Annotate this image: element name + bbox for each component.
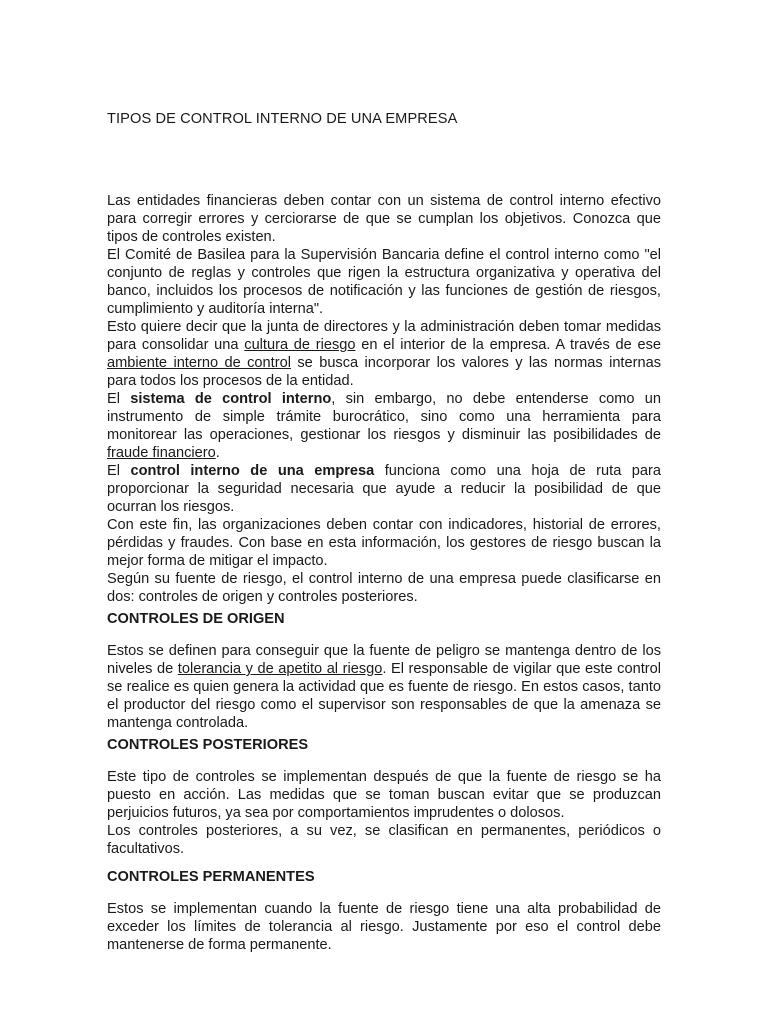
bold-control-interno-empresa: control interno de una empresa <box>130 463 375 479</box>
heading-controles-de-origen: CONTROLES DE ORIGEN <box>107 611 285 627</box>
link-cultura-de-riesgo[interactable]: cultura de riesgo <box>244 337 356 353</box>
heading-controles-posteriores: CONTROLES POSTERIORES <box>107 737 309 753</box>
paragraph-intro: Las entidades financieras deben contar con un sistema de control interno efectivo para corregir errores y cerciorarse de que se cumplan los objetivos. Conozca que tipos de controles existen. <box>107 193 661 245</box>
document-body <box>107 192 661 954</box>
text-span: Estos se definen para conseguir que la fuente de peligro se mantenga dentro de los niveles de <box>107 643 661 677</box>
paragraph-hoja-de-ruta <box>107 462 661 516</box>
link-ambiente-interno-de-control[interactable]: ambiente interno de control <box>107 355 291 371</box>
text-span: . El responsable de vigilar que este control se realice es quien genera la actividad que es fuente de riesgo. En estos casos, tanto el productor del riesgo como el supervisor son responsables de que la amenaza se mantenga controlada. <box>107 661 661 731</box>
text-span: , sin embargo, no debe entenderse como un instrumento de simple trámite burocrático, sino como una herramienta para monitorear las operaciones, gestionar los riesgos y disminuir las posibilidades de <box>107 391 662 443</box>
paragraph-basilea: El Comité de Basilea para la Supervisión Bancaria define el control interno como "el conjunto de reglas y controles que rigen la estructura organizativa y operativa del banco, incluidos los procesos de notificación y las funciones de gestión de riesgos, cumplimiento y auditoría interna". <box>107 247 661 317</box>
text-span: El <box>107 391 131 407</box>
paragraph-posteriores: Este tipo de controles se implementan después de que la fuente de riesgo se ha puesto en acción. Las medidas que se toman buscan evitar que se produzcan perjuicios futuros, ya sea por comportamientos imprudentes o dolosos. <box>107 769 661 821</box>
document-title: TIPOS DE CONTROL INTERNO DE UNA EMPRESA <box>107 111 458 127</box>
text-span: El <box>107 463 131 479</box>
paragraph-sistema <box>107 390 661 462</box>
heading-controles-permanentes: CONTROLES PERMANENTES <box>107 869 315 885</box>
paragraph-junta <box>107 318 661 390</box>
paragraph-clasificacion: Según su fuente de riesgo, el control interno de una empresa puede clasificarse en dos: controles de origen y controles posteriores. <box>107 571 661 605</box>
paragraph-indicadores: Con este fin, las organizaciones deben contar con indicadores, historial de errores, pérdidas y fraudes. Con base en esta información, los gestores de riesgo buscan la mejor forma de mitigar el impacto. <box>107 517 661 569</box>
paragraph-permanentes: Estos se implementan cuando la fuente de riesgo tiene una alta probabilidad de exceder los límites de tolerancia al riesgo. Justamente por eso el control debe mantenerse de forma permanente. <box>107 901 661 953</box>
link-tolerancia-apetito-riesgo[interactable]: tolerancia y de apetito al riesgo <box>177 661 383 677</box>
text-span: Esto quiere decir que la junta de directores y la administración deben tomar medidas para consolidar una <box>107 319 661 353</box>
text-span: se busca incorporar los valores y las normas internas para todos los procesos de la entidad. <box>107 355 661 389</box>
paragraph-clasificacion-posteriores: Los controles posteriores, a su vez, se clasifican en permanentes, periódicos o facultativos. <box>107 823 661 857</box>
bold-sistema-control-interno: sistema de control interno <box>130 391 332 407</box>
text-span: funciona como una hoja de ruta para proporcionar la seguridad necesaria que ayude a reducir la posibilidad de que ocurran los riesgos. <box>107 463 661 515</box>
link-fraude-financiero[interactable]: fraude financiero <box>107 445 216 461</box>
paragraph-origen <box>107 642 661 732</box>
text-span: . <box>215 445 220 461</box>
text-span: en el interior de la empresa. A través de ese <box>355 337 661 353</box>
